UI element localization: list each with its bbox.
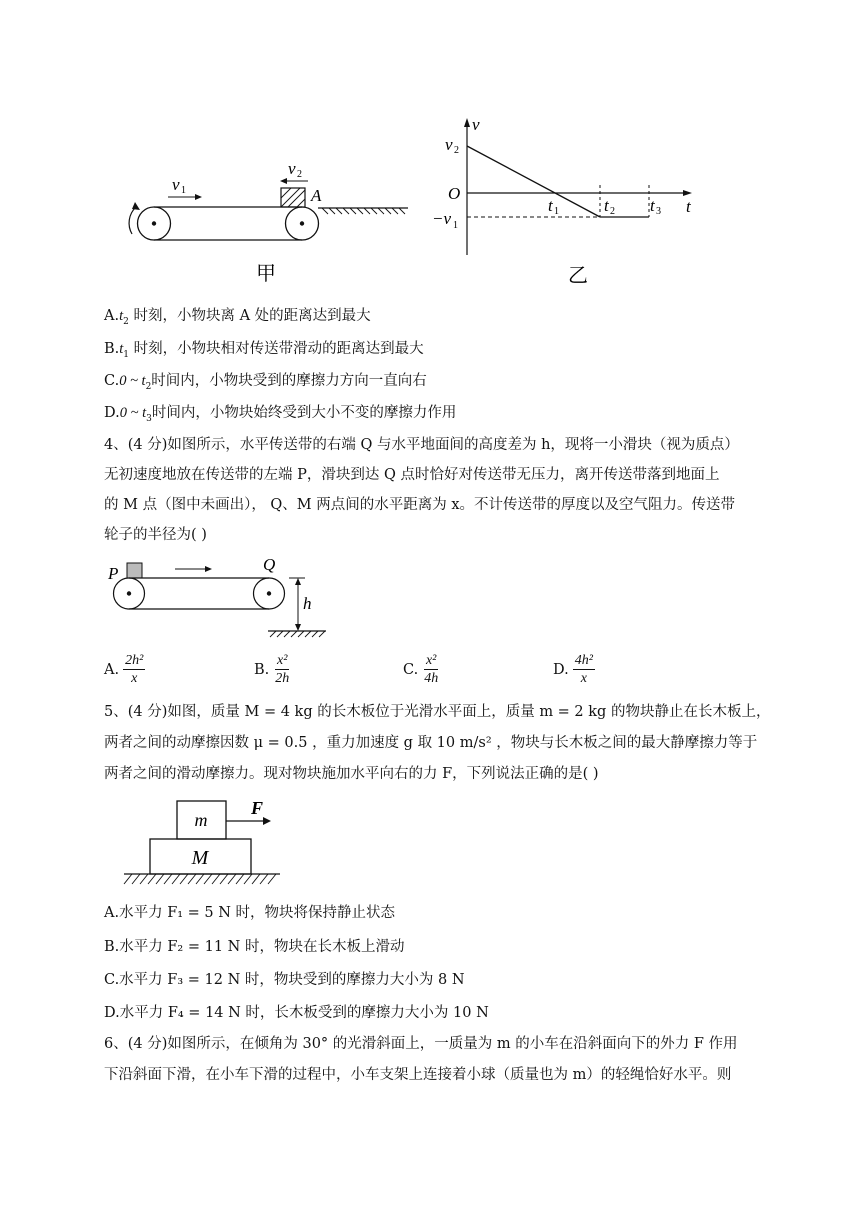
q3-option-d: D.0 ~ $t_3$时间内，小物块始终受到大小不变的摩擦力作用 — [104, 405, 457, 424]
label-big-m: M — [191, 847, 209, 869]
tick-t3: t — [650, 196, 655, 215]
q4-option-d: D. $\frac{\text{4h²}}{x}$ — [553, 653, 593, 686]
tick-neg-v1-sub: 1 — [453, 220, 458, 231]
q5-option-b: B.水平力 F₂ = 11 N 时，物块在长木板上滑动 — [104, 939, 405, 955]
label-point-a: A — [311, 186, 322, 205]
label-v1: v — [172, 175, 180, 194]
q5-option-d: D.水平力 F₄ = 14 N 时，长木板受到的摩擦力大小为 10 N — [104, 1005, 489, 1021]
tick-t1-sub: 1 — [554, 206, 559, 217]
label-f: F — [251, 798, 264, 818]
q4-option-c: C. $\frac{\text{x²}}{4h}$ — [403, 653, 439, 686]
q3-option-a: $A.t_2$ 时刻，小物块离 A 处的距离达到最大 — [104, 308, 371, 327]
figure-jia — [118, 150, 418, 285]
origin-label: O — [448, 184, 461, 203]
caption-jia: 甲 — [256, 261, 276, 285]
label-v2-sub: 2 — [297, 169, 302, 180]
figure-q5 — [118, 795, 298, 895]
tick-neg-v1: −v — [432, 209, 452, 228]
tick-t1: t — [548, 196, 553, 215]
q5-option-a: A.水平力 F₁ = 5 N 时，物块将保持静止状态 — [104, 905, 396, 921]
q6-line-2: 下沿斜面下滑，在小车下滑的过程中，小车支架上连接着小球（质量也为 m）的轻绳恰好水平。则 — [104, 1067, 732, 1083]
q5-line-3: 两者之间的滑动摩擦力。现对物块施加水平向右的力 F，下列说法正确的是( ) — [104, 766, 599, 782]
label-p: P — [108, 564, 119, 583]
q4-option-a: A. $\frac{\text{2h²}}{x}$ — [104, 653, 144, 686]
q3-option-b: $B.t_1$ 时刻，小物块相对传送带滑动的距离达到最大 — [104, 341, 424, 360]
tick-t2: t — [604, 196, 609, 215]
q4-option-b: B. $\frac{\text{x²}}{2h}$ — [254, 653, 290, 686]
label-q: Q — [263, 555, 276, 574]
q4-line-2: 无初速度地放在传送带的左端 P，滑块到达 Q 点时恰好对传送带无压力，离开传送带落到地面上 — [104, 467, 720, 483]
q5-line-1: 5、(4 分)如图，质量 M = 4 kg 的长木板位于光滑水平面上，质量 m = 2 kg 的物块静止在长木板上， — [104, 704, 771, 720]
q4-line-4: 轮子的半径为( ) — [104, 527, 207, 543]
tick-v2: v — [445, 135, 453, 154]
tick-v2-sub: 2 — [454, 145, 459, 156]
q6-line-1: 6、(4 分)如图所示，在倾角为 30° 的光滑斜面上，一质量为 m 的小车在沿斜面向下的外力 F 作用 — [104, 1036, 738, 1052]
q4-line-3: 的 M 点（图中未画出）， Q、M 两点间的水平距离为 x。不计传送带的厚度以及空气阻力。传送带 — [104, 497, 736, 513]
q3-option-c: C.0 ~ $t_2$时间内，小物块受到的摩擦力方向一直向右 — [104, 373, 427, 392]
axis-t-label: t — [686, 197, 691, 216]
q5-line-2: 两者之间的动摩擦因数 μ = 0.5 ，重力加速度 g 取 10 m/s² ，物块与长木板之间的最大静摩擦力等于 — [104, 735, 758, 751]
q4-line-1: 4、(4 分)如图所示，水平传送带的右端 Q 与水平地面间的高度差为 h，现将一小滑块（视为质点） — [104, 437, 739, 453]
q5-option-c: C.水平力 F₃ = 12 N 时，物块受到的摩擦力大小为 8 N — [104, 972, 465, 988]
label-m: m — [194, 810, 208, 830]
tick-t3-sub: 3 — [656, 206, 661, 217]
caption-yi: 乙 — [568, 263, 588, 285]
label-v1-sub: 1 — [181, 185, 186, 196]
axis-v-label: v — [472, 115, 480, 134]
figure-yi — [430, 110, 710, 285]
tick-t2-sub: 2 — [610, 206, 615, 217]
label-v2: v — [288, 159, 296, 178]
label-h: h — [303, 594, 312, 613]
figure-q4 — [100, 555, 340, 645]
